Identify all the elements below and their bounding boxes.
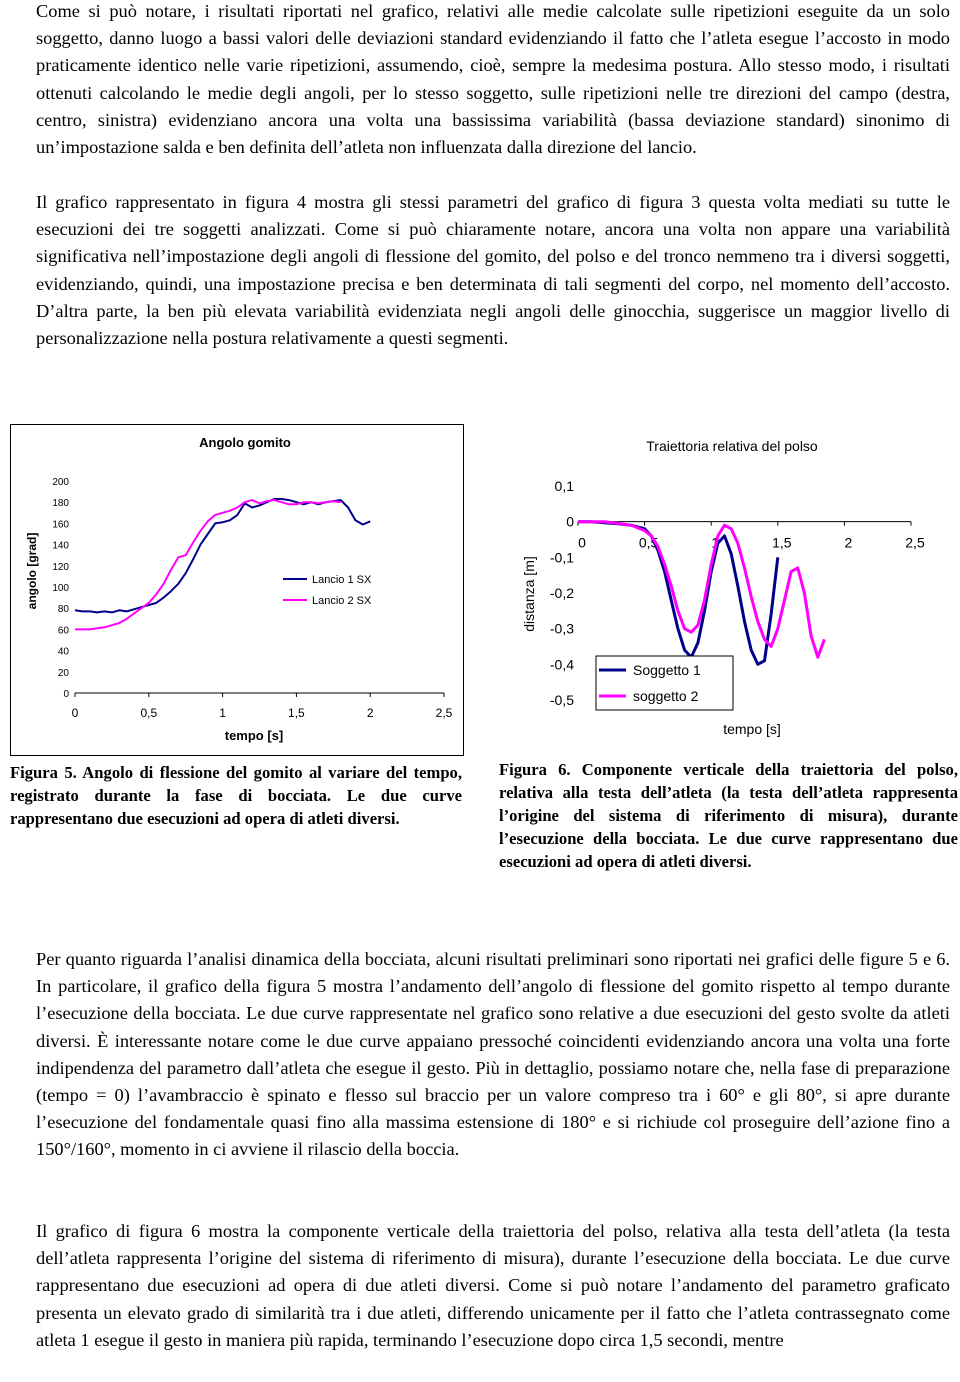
y-tick-label: 0	[63, 689, 69, 700]
y-tick-label: 60	[57, 625, 69, 637]
legend-label-1: Soggetto 1	[633, 662, 701, 678]
x-tick-label: 1	[219, 706, 226, 720]
x-tick-label: 0	[71, 706, 79, 720]
legend-label-2: soggetto 2	[633, 688, 699, 704]
figure-5-chart	[11, 425, 463, 755]
figure-6-xlabel: tempo [s]	[723, 721, 781, 737]
figure-6-caption: Figura 6. Componente verticale della traiettoria del polso, relativa alla testa dell’atleta (la testa dell’atleta rappresenta l’origine del sistema di riferimento di misura), durante l’esecuzione della bocciata. Le due curve rappresentano due esecuzioni ad opera di atleti diversi.	[499, 760, 958, 871]
figure-5-caption: Figura 5. Angolo di flessione del gomito al variare del tempo, registrato durante la fase di bocciata. Le due curve rappresentano due esecuzioni ad opera di atleti diversi.	[10, 763, 462, 828]
y-tick-label: 200	[52, 477, 69, 488]
y-tick-label: 0	[566, 513, 574, 530]
y-tick-label: 140	[52, 540, 69, 552]
figure-6-ylabel: distanza [m]	[521, 556, 537, 632]
y-tick-label: 100	[52, 583, 69, 594]
body-paragraph-2: Il grafico rappresentato in figura 4 mostra gli stessi parametri del grafico di figura 3 questa volta mediati su tutte le esecuzioni dei tre soggetti analizzati. Come si può chiaramente notare, ancora una volta non appare una variabilità significativa nell’impostazione degli angoli di flessione del gomito, del polso e del tronco nemmeno tra i diversi soggetti, evidenziando, quindi, una impostazione precisa e ben determinata di tali segmenti del corpo, nel momento dell’accosto. D’altra parte, la ben più elevata variabilità evidenziata negli angoli delle ginocchia, suggerisce un maggior livello di personalizzazione nella postura relativamente a questi segmenti.	[36, 192, 950, 349]
x-tick-label: 2	[366, 706, 374, 720]
series-line-1	[578, 522, 778, 665]
y-tick-label: -0,1	[549, 549, 574, 566]
x-tick-label: 2	[844, 534, 853, 551]
x-tick-label: 1,5	[288, 706, 305, 720]
y-tick-label: 120	[52, 561, 69, 573]
series-line-2	[75, 500, 341, 629]
y-tick-label: 20	[57, 667, 69, 679]
x-tick-label: 0	[578, 534, 586, 551]
x-tick-label: 1,5	[772, 534, 792, 551]
y-tick-label: 160	[52, 519, 69, 531]
body-paragraph-1: Come si può notare, i risultati riportati nel grafico, relativi alle medie calcolate sulle ripetizioni eseguite da un solo soggetto, danno luogo a bassi valori delle deviazioni standard evidenziando il fatto che l’atleta esegue l’accosto in modo praticamente identico nelle varie ripetizioni, assumendo, cioè, sempre la medesima postura. Allo stesso modo, i risultati ottenuti calcolando le medie degli angoli, per lo stesso soggetto, sulle ripetizioni nelle tre direzioni del campo (destra, centro, sinistra) evidenziano ancora una volta una bassissima variabilità (bassa deviazione standard) sinonimo di un’impostazione salda e ben definita dell’atleta non influenzata dalla direzione del lancio.	[36, 1, 950, 158]
figure-5-frame	[10, 424, 464, 756]
figure-5-ylabel: angolo [grad]	[25, 532, 39, 610]
body-paragraph-3: Per quanto riguarda l’analisi dinamica della bocciata, alcuni risultati preliminari sono riportati nei grafici delle figure 5 e 6. In particolare, il grafico della figura 5 mostra l’andamento dell’angolo di flessione del gomito rispetto al tempo durante l’esecuzione della bocciata. Le due curve rappresentate nel grafico sono relative a due esecuzioni del gesto svolte da atleti diversi. È interessante notare come le due curve appaiano pressoché coincidenti evidenziando ancora una volta una forte indipendenza del parametro dall’atleta che esegue il gesto. Più in dettaglio, possiamo notare che, nella fase di preparazione (tempo = 0) l’avambraccio è spinato e flesso sul braccio per un valore compreso tra i 60° e gli 80°, si apre durante l’esecuzione del fondamentale quasi fino alla massima estensione di 180° e si richiude col proseguire dell’azione fino a 150°/160°, momento in ci avviene il rilascio della boccia.	[36, 949, 950, 1160]
body-paragraph-4: Il grafico di figura 6 mostra la componente verticale della traiettoria del polso, relativa alla testa dell’atleta (la testa dell’atleta rappresenta l’origine del sistema di riferimento di misura), durante l’esecuzione della bocciata. Le due curve rappresentano due esecuzioni ad opera di due atleti diversi. Come si può notare l’andamento del parametro graficato presenta un elevato grado di similarità tra i due atleti, differendo unicamente per il fatto che l’atleta contrassegnato come atleta 1 esegue il gesto in maniera più rapida, terminando l’esecuzione dopo circa 1,5 secondi, mentre	[36, 1221, 950, 1350]
y-tick-label: -0,2	[549, 585, 574, 601]
y-tick-label: 180	[52, 498, 69, 510]
y-tick-label: -0,3	[549, 620, 574, 637]
figure-6-frame	[486, 424, 949, 751]
figure-6-title: Traiettoria relativa del polso	[646, 438, 818, 454]
y-tick-label: -0,4	[549, 656, 574, 673]
x-tick-label: 0,5	[140, 706, 158, 720]
legend-label-2: Lancio 2 SX	[312, 595, 372, 607]
x-tick-label: 0,5	[638, 534, 659, 551]
y-tick-label: -0,5	[549, 692, 574, 708]
x-tick-label: 2,5	[435, 706, 453, 720]
figure-5-title: Angolo gomito	[199, 435, 291, 450]
figure-6-chart	[486, 424, 949, 751]
y-tick-label: 0,1	[554, 478, 574, 494]
y-tick-label: 40	[57, 646, 69, 658]
x-tick-label: 1	[711, 534, 720, 551]
y-tick-label: 80	[57, 604, 69, 616]
legend-label-1: Lancio 1 SX	[312, 574, 372, 586]
figure-5-xlabel: tempo [s]	[224, 728, 284, 743]
x-tick-label: 2,5	[905, 534, 925, 551]
